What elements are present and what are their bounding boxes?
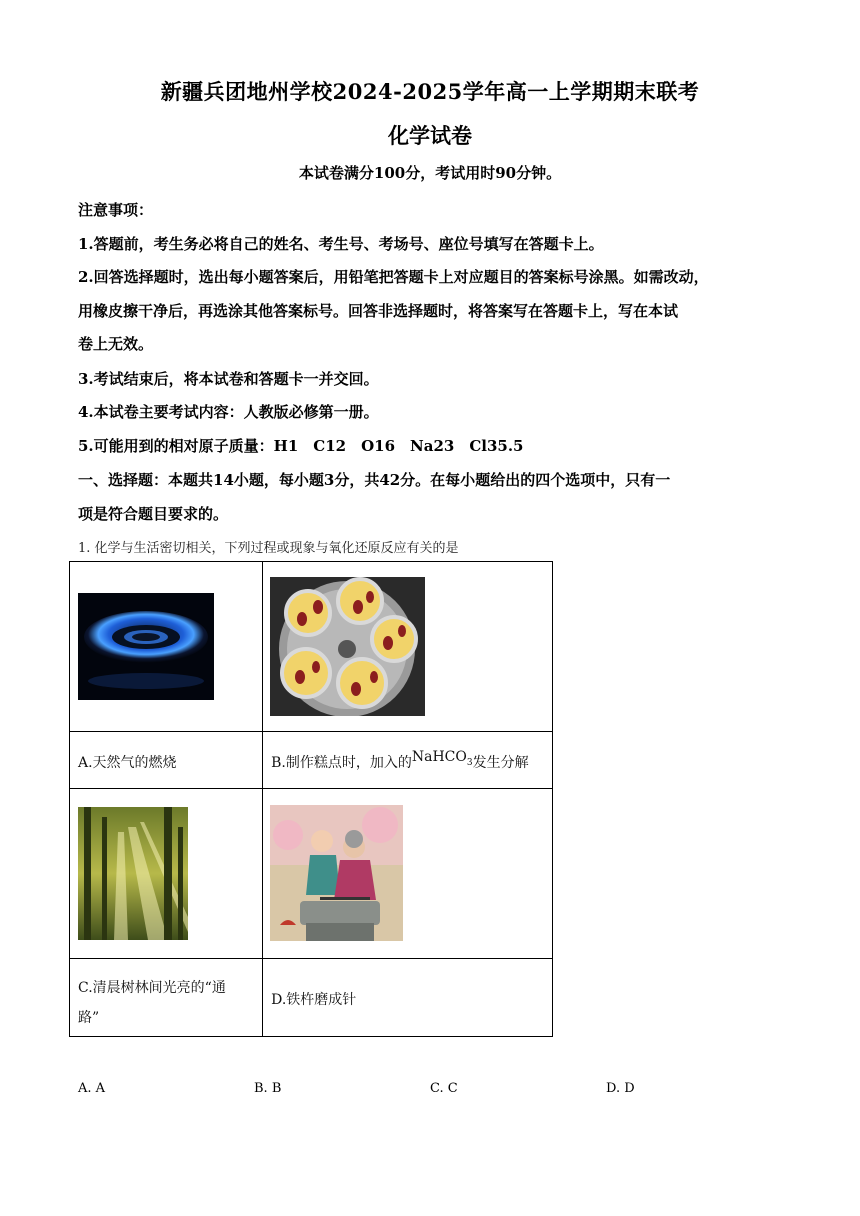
option-c-cell bbox=[70, 959, 263, 1037]
exam-subtitle: 化学试卷 bbox=[388, 123, 472, 148]
forest-light-image bbox=[78, 807, 188, 940]
option-d-label: D.铁杵磨成针 bbox=[271, 992, 357, 1008]
answer-choice-c[interactable]: C. C bbox=[430, 1081, 458, 1096]
notes-heading: 注意事项： bbox=[78, 201, 154, 219]
option-d-image-cell bbox=[263, 789, 553, 959]
question-1-stem: 1. 化学与生活密切相关，下列过程或现象与氧化还原反应有关的是 bbox=[78, 541, 459, 556]
answer-choice-d[interactable]: D. D bbox=[606, 1081, 635, 1096]
option-b-cell bbox=[263, 732, 553, 789]
option-a-label: A.天然气的燃烧 bbox=[78, 755, 177, 771]
note-item-5: 5.可能用到的相对原子质量：H1 C12 O16 Na23 Cl35.5 bbox=[78, 437, 524, 455]
option-b-image-cell bbox=[263, 562, 553, 732]
option-c-label bbox=[70, 959, 262, 1033]
note-item-2-line-3: 卷上无效。 bbox=[78, 335, 154, 353]
options-table bbox=[69, 561, 553, 1037]
option-c-label-line-1: C.清晨树林间光亮的“通 bbox=[78, 980, 226, 996]
section-heading-line-2: 项是符合题目要求的。 bbox=[78, 505, 229, 523]
section-heading-line-1: 一、选择题：本题共14小题，每小题3分，共42分。在每小题给出的四个选项中，只有一 bbox=[78, 471, 671, 489]
answer-choice-b[interactable]: B. B bbox=[254, 1081, 282, 1096]
option-b-formula: NaHCO$_3$ bbox=[411, 749, 473, 768]
grinding-pestle-image bbox=[270, 805, 403, 941]
option-c-label-line-2: 路” bbox=[78, 1010, 100, 1026]
steamed-cakes-image bbox=[270, 577, 425, 716]
exam-title: 新疆兵团地州学校2024-2025学年高一上学期期末联考 bbox=[160, 79, 700, 104]
note-item-3: 3.考试结束后，将本试卷和答题卡一并交回。 bbox=[78, 370, 379, 388]
option-c-image-cell bbox=[70, 789, 263, 959]
option-b-suffix: 发生分解 bbox=[472, 755, 529, 771]
option-a-image-cell bbox=[70, 562, 263, 732]
note-item-2-line-2: 用橡皮擦干净后，再选涂其他答案标号。回答非选择题时，将答案写在答题卡上，写在本试 bbox=[78, 302, 679, 320]
gas-flame-image bbox=[78, 593, 214, 700]
exam-info: 本试卷满分100分，考试用时90分钟。 bbox=[298, 164, 562, 182]
note-item-2-line-1: 2.回答选择题时，选出每小题答案后，用铅笔把答题卡上对应题目的答案标号涂黑。如需改动， bbox=[78, 268, 709, 286]
answer-choice-a[interactable]: A. A bbox=[78, 1081, 106, 1096]
option-b-prefix: B.制作糕点时，加入的 bbox=[271, 755, 412, 771]
note-item-1: 1.答题前，考生务必将自己的姓名、考生号、考场号、座位号填写在答题卡上。 bbox=[78, 235, 604, 253]
option-a-cell bbox=[70, 732, 263, 789]
option-b-label bbox=[263, 732, 552, 774]
note-item-4: 4.本试卷主要考试内容：人教版必修第一册。 bbox=[78, 403, 379, 421]
option-d-cell bbox=[263, 959, 553, 1037]
